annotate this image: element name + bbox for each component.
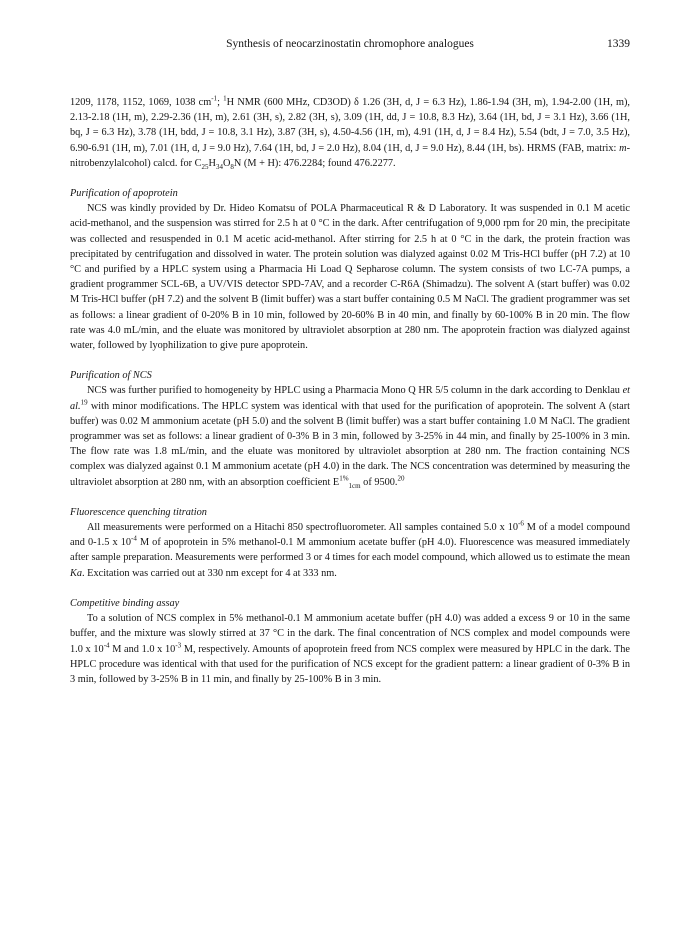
ir-data-text: 1209, 1178, 1152, 1069, 1038 cm	[70, 97, 212, 108]
section-paragraph	[70, 520, 630, 581]
superscript: -4	[131, 534, 137, 543]
citation-superscript: 19	[80, 398, 88, 407]
hrms-text: -nitrobenzylalcohol) calcd. for C	[70, 142, 630, 169]
section-paragraph: NCS was kindly provided by Dr. Hideo Komatsu of POLA Pharmaceutical R & D Laboratory. It was suspended in 0.1 M acetic acid-methanol, and the suspension was stirred for 2.5 h at 0 °C in the dark. After centrifugation of 9,000 rpm for 20 min, the precipitate was collected and resuspended in 0.1 M acetic acid-methanol. After stirring for 2.5 h at 0 °C in the dark, the protein fraction was precipitated by centrifugation and dissolved in water. The protein solution was dialyzed against 0.02 M Tris-HCl buffer (pH 7.2) at 10 °C and purified by a HPLC system using a Pharmacia Hi Load Q Sepharose column. The system consists of two LC-7A pumps, a gradient programmer SCL-6B, a UV/VIS detector SPD-7AV, and a recorder C-R6A (Shimadzu). The solvent A (start buffer) was 0.02 M Tris-HCl buffer (pH 7.2) and the solvent B (limit buffer) was a start buffer containing 0.5 M NaCl. The gradient programmer was set as follows: a linear gradient of 0-20% B in 10 min, followed by 20-60% B in 40 min, and finally by 60-100% B in 20 min. The flow rate was 4.0 mL/min, and the eluate was monitored by ultraviolet absorption at 280 nm. The apoprotein fraction was dialyzed against water, followed by lyophilization to give pure apoprotein.	[70, 203, 630, 352]
separator-text: ;	[217, 97, 224, 108]
subscript: 34	[215, 162, 223, 171]
citation-superscript: 20	[397, 474, 405, 483]
paragraph-text: M of apoprotein in 5% methanol-0.1 M ammonium acetate buffer (pH 4.0). Fluorescence was measured immediately after sample preparation. Measurements were performed 3 or 4 times for each model compound, which allowed us to estimate the mean	[70, 537, 631, 564]
italic-text: Ka	[70, 567, 83, 579]
running-header	[70, 38, 630, 54]
running-title: Synthesis of neocarzinostatin chromophore analogues	[226, 38, 474, 50]
superscript: 1	[223, 94, 227, 103]
paragraph-text: All measurements were performed on a Hitachi 850 spectrofluorometer. All samples contained 5.0 x 10	[87, 522, 518, 534]
formula-element: O	[222, 157, 231, 169]
section-heading: Purification of NCS	[70, 370, 152, 382]
section-fluorescence-titration	[70, 505, 630, 581]
section-purification-apoprotein	[70, 186, 630, 353]
nmr-data-paragraph	[70, 95, 630, 171]
superscript: -4	[103, 641, 110, 650]
italic-text: et al.	[70, 385, 630, 412]
paragraph-text: . Excitation was carried out at 330 nm except for 4 at 333 nm.	[82, 567, 337, 579]
section-heading: Fluorescence quenching titration	[70, 506, 207, 518]
nmr-data-text: H NMR (600 MHz, CD3OD) δ 1.26 (3H, d, J = 6.3 Hz), 1.86-1.94 (3H, m), 1.94-2.00 (1H, m), 2.13-2.18 (1H, m), 2.29-2.36 (1H, m), 2.61 (3H, s), 2.82 (3H, s), 3.09 (1H, dd, J = 10.8, 8.3 Hz), 3.64 (1H, bd, J = 3.1 Hz), 3.66 (1H, bq, J = 6.3 Hz), 3.78 (1H, bdd, J = 10.8, 3.1 Hz), 3.87 (3H, s), 4.50-4.56 (1H, m), 4.91 (1H, d, J = 8.4 Hz), 5.54 (bdt, J = 7.0, 3.5 Hz), 6.90-6.91 (1H, m), 7.01 (1H, d, J = 9.0 Hz), 7.64 (1H, bd, J = 2.0 Hz), 8.04 (1H, d, J = 9.0 Hz), 8.44 (1H, bs). HRMS (FAB, matrix:	[70, 97, 631, 154]
paragraph-text: M and 1.0 x 10	[109, 643, 176, 655]
section-heading: Competitive binding assay	[70, 597, 180, 609]
paragraph-text: NCS was further purified to homogeneity by HPLC using a Pharmacia Mono Q HR 5/5 column in the dark according to Denklau	[87, 385, 623, 397]
section-paragraph	[70, 611, 630, 687]
article-body	[70, 95, 630, 687]
section-heading: Purification of apoprotein	[70, 188, 178, 200]
section-competitive-binding	[70, 596, 630, 687]
paragraph-text: M, respectively. Amounts of apoprotein freed from NCS complex were measured by HPLC in the dark. The HPLC procedure was identical with that used for the purification of NCS except for the gradient pattern: a linear gradient of 0-3% B in 3 min, followed by 3-25% B in 11 min, and finally by 25-100% B in 3 min.	[70, 643, 630, 685]
paragraph-text: of 9500.	[360, 476, 398, 488]
paragraph-text: M of a model compound and 0-1.5 x 10	[70, 522, 630, 549]
page-number: 1339	[607, 38, 630, 50]
superscript: 1%	[339, 474, 349, 483]
paragraph-text: with minor modifications. The HPLC system was identical with that used for the purification of apoprotein. The solvent A (start buffer) was 0.02 M ammonium acetate (pH 5.0) and the solvent B (limit buffer) was a start buffer containing 1.0 M NaCl. The gradient programmer was set as follows: a linear gradient of 0-3% B in 3 min, followed by 3-25% in 44 min, and finally by 25-100% in 3 min. The flow rate was 1.8 mL/min, and the eluate was monitored by ultraviolet absorption at 280 nm. The fraction containing NCS complex was dialyzed against 0.1 M ammonium acetate (pH 4.0) in the dark. The NCS concentration was determined by measuring the ultraviolet absorption at 280 nm, with an absorption coefficient	[70, 400, 630, 488]
absorption-symbol: E	[332, 476, 340, 488]
section-paragraph	[70, 383, 630, 489]
subscript: 8	[230, 162, 234, 171]
section-purification-ncs	[70, 368, 630, 490]
superscript: -3	[175, 641, 182, 650]
subscript: 25	[201, 162, 209, 171]
superscript: -1	[211, 94, 218, 103]
superscript: -6	[518, 519, 524, 528]
subscript: 1cm	[348, 481, 361, 490]
italic-prefix: m	[619, 142, 627, 154]
hrms-result-text: N (M + H): 476.2284; found 476.2277.	[233, 157, 396, 169]
paragraph-text: To a solution of NCS complex in 5% methanol-0.1 M ammonium acetate buffer (pH 4.0) was added a excess 9 or 10 in the same buffer, and the mixture was slowly stirred at 37 °C in the dark. The final concentration of NCS complex and model compounds were 1.0 x 10	[70, 613, 630, 655]
formula-element: H	[208, 157, 216, 169]
